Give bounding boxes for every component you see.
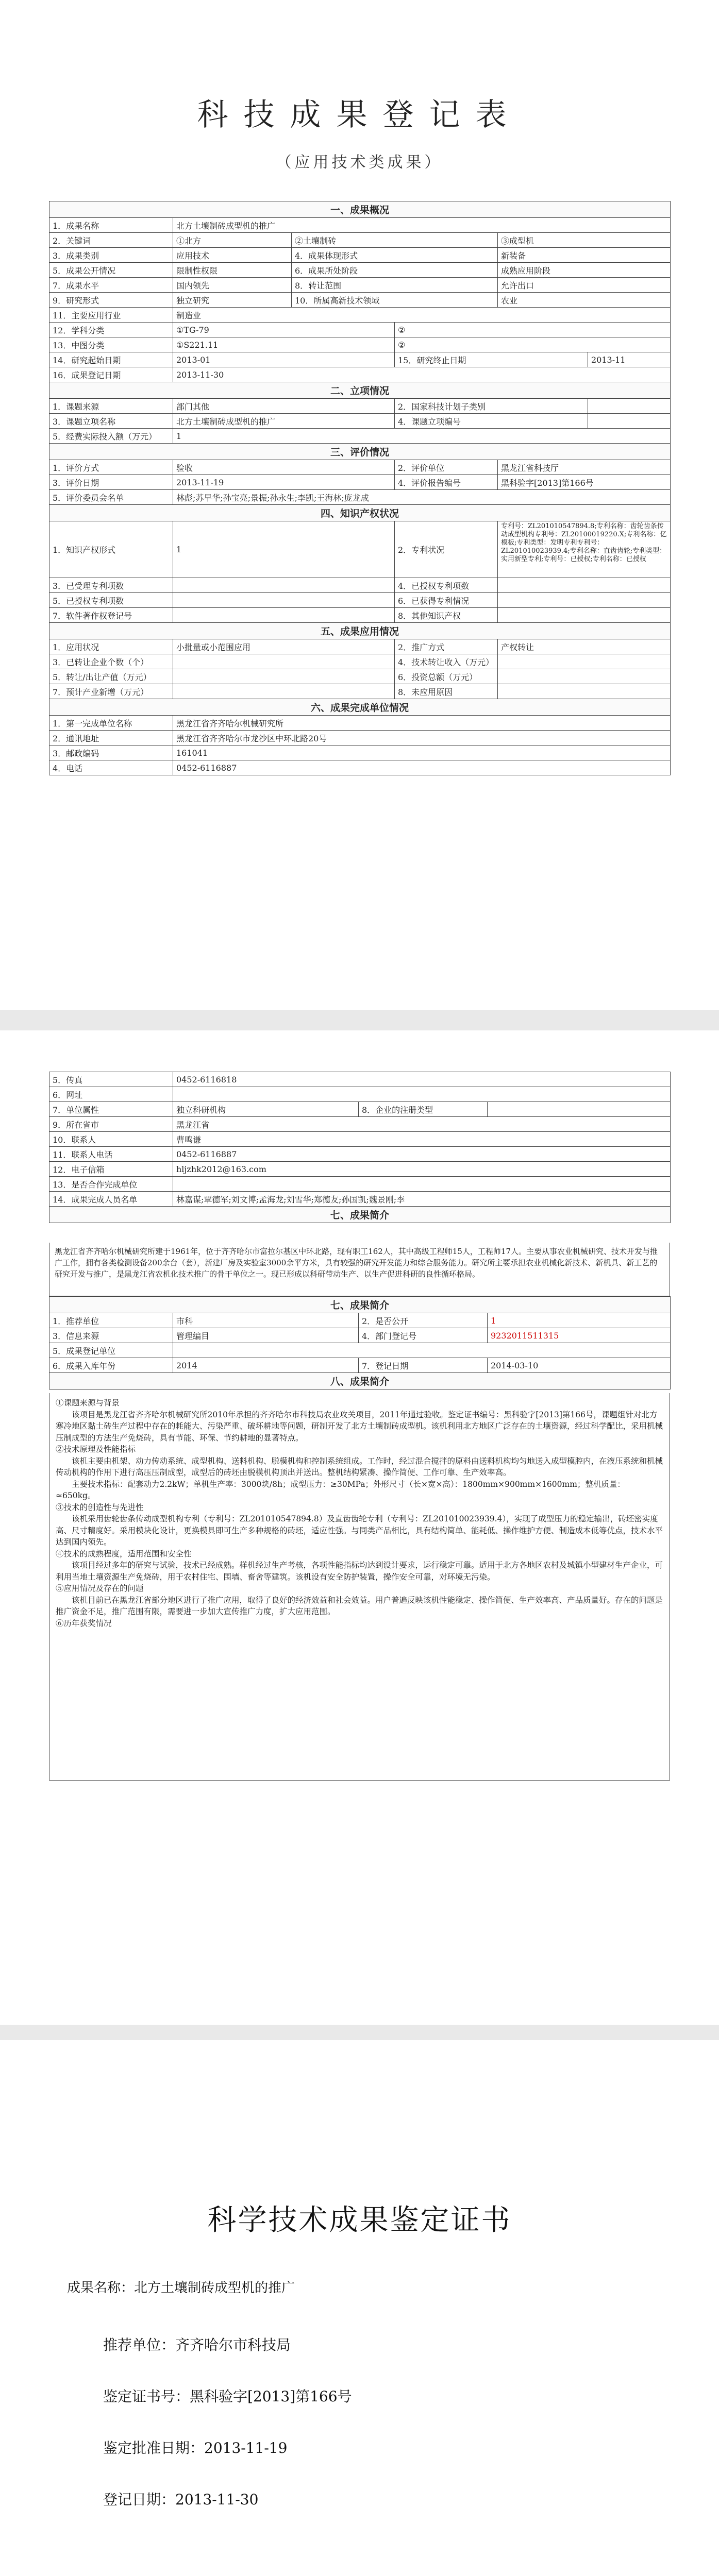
field-label: 5．经费实际投入额（万元） bbox=[49, 429, 173, 444]
page-separator bbox=[0, 2025, 719, 2040]
field-value bbox=[488, 1102, 671, 1117]
field-value: 1 bbox=[173, 429, 671, 444]
field-value bbox=[173, 1343, 671, 1358]
field-value bbox=[588, 399, 671, 414]
field-value: 1 bbox=[488, 1313, 671, 1328]
field-label: 14．研究起始日期 bbox=[49, 352, 173, 367]
field-label: 2．国家科技计划子类别 bbox=[395, 399, 588, 414]
field-label: 5．成果登记单位 bbox=[49, 1343, 173, 1358]
summary-paragraph: ①课题来源与背景 bbox=[56, 1398, 120, 1408]
field-label: 7．登记日期 bbox=[359, 1358, 488, 1373]
field-label: 2．专利状况 bbox=[395, 521, 498, 578]
section-header: 八、成果简介 bbox=[49, 1373, 671, 1389]
registration-info-table bbox=[49, 1296, 671, 1389]
field-label: 5．转让/出让产值（万元） bbox=[49, 669, 173, 684]
page-subtitle: （应用技术类成果） bbox=[276, 154, 443, 172]
field-value: 产权转让 bbox=[498, 639, 671, 654]
field-label: 8．企业的注册类型 bbox=[359, 1102, 488, 1117]
summary-paragraph: ⑤应用情况及存在的问题 bbox=[56, 1584, 144, 1593]
summary-paragraph: ③技术的创造性与先进性 bbox=[56, 1502, 144, 1512]
field-value: 2014-03-10 bbox=[488, 1358, 671, 1373]
field-value: 允许出口 bbox=[498, 278, 671, 293]
field-value: 国内领先 bbox=[173, 278, 292, 293]
field-value: 小批量或小范围应用 bbox=[173, 639, 395, 654]
field-label: 8．其他知识产权 bbox=[395, 608, 498, 623]
section-header: 五、成果应用情况 bbox=[49, 623, 671, 639]
page-registration-form bbox=[0, 0, 719, 1010]
field-label: 1．成果名称 bbox=[49, 218, 173, 233]
page-registration-form-continued bbox=[0, 1030, 719, 2025]
field-label: 4．技术转让收入（万元） bbox=[395, 654, 498, 669]
field-label: 3．课题立项名称 bbox=[49, 414, 173, 429]
field-value: 1 bbox=[173, 521, 395, 578]
field-value: 新装备 bbox=[498, 248, 671, 263]
field-label: 2．关键词 bbox=[49, 233, 173, 248]
field-label: 7．单位属性 bbox=[49, 1102, 173, 1117]
field-label: 7．软件著作权登记号 bbox=[49, 608, 173, 623]
section-header: 一、成果概况 bbox=[49, 201, 671, 218]
field-label: 9．所在省市 bbox=[49, 1117, 173, 1132]
field-label: 5．已授权专利项数 bbox=[49, 593, 173, 608]
field-value: 0452-6116887 bbox=[173, 760, 671, 775]
summary-paragraph: 该机主要由机架、动力传动系统、成型机构、送料机构、脱模机构和控制系统组成。工作时，经过混合搅拌的原料由送料机构均匀地送入成型模腔内，在液压系统和机械传动机构的作用下进行高压压制成型，成型后的砖坯由脱模机构顶出并送出。整机结构紧凑、操作简便、工作可靠、生产效率高。 bbox=[56, 1456, 663, 1477]
field-label: 13．中图分类 bbox=[49, 337, 173, 352]
field-label: 4．部门登记号 bbox=[359, 1328, 488, 1343]
field-value: 9232011511315 bbox=[488, 1328, 671, 1343]
field-value bbox=[173, 608, 395, 623]
field-value: 2013-01 bbox=[173, 352, 395, 367]
field-value: ② bbox=[395, 323, 671, 337]
field-label: 3．已转让企业个数（个） bbox=[49, 654, 173, 669]
field-value bbox=[173, 684, 395, 699]
field-value bbox=[498, 608, 671, 623]
section-header: 二、立项情况 bbox=[49, 382, 671, 399]
field-value: 限制性权限 bbox=[173, 263, 292, 278]
field-label: 16．成果登记日期 bbox=[49, 367, 173, 382]
field-value bbox=[588, 414, 671, 429]
field-value bbox=[498, 578, 671, 593]
field-label: 2．是否公开 bbox=[359, 1313, 488, 1328]
field-value: 林彪;苏早华;孙宝亮;景振;孙永生;李凯;王海林;庞龙成 bbox=[173, 490, 671, 505]
field-value bbox=[173, 669, 395, 684]
field-value: 2013-11 bbox=[588, 352, 671, 367]
field-value bbox=[173, 1177, 671, 1192]
field-label: 1．应用状况 bbox=[49, 639, 173, 654]
field-label: 4．评价报告编号 bbox=[395, 475, 498, 490]
field-label: 1．推荐单位 bbox=[49, 1313, 173, 1328]
registration-date: 登记日期：2013-11-30 bbox=[103, 2491, 259, 2508]
field-label: 2．通讯地址 bbox=[49, 731, 173, 745]
field-value: hljzhk2012@163.com bbox=[173, 1162, 671, 1177]
field-label: 7．预计产业新增（万元） bbox=[49, 684, 173, 699]
field-label: 13．是否合作完成单位 bbox=[49, 1177, 173, 1192]
field-value: 验收 bbox=[173, 460, 395, 475]
summary-paragraph: 该机采用齿轮齿条传动成型机构专利（专利号：ZL201010547894.8）及直齿齿轮专利（专利号：ZL201010023939.4），实现了成型压力的稳定输出，砖坯密实度高、尺寸精度好。采用模块化设计，更换模具即可生产多种规格的砖坯，适应性强。与同类产品相比，具有结构简单、能耗低、操作维护方便、制造成本低等优点，技术水平达到国内领先。 bbox=[56, 1514, 663, 1547]
field-label: 8．转让范围 bbox=[292, 278, 498, 293]
page-separator bbox=[0, 1010, 719, 1030]
field-value: ② bbox=[395, 337, 671, 352]
field-label: 1．评价方式 bbox=[49, 460, 173, 475]
section-header: 三、评价情况 bbox=[49, 444, 671, 460]
field-label: 12．电子信箱 bbox=[49, 1162, 173, 1177]
field-label: 10．联系人 bbox=[49, 1132, 173, 1147]
field-value: 黑龙江省齐齐哈尔市龙沙区中环北路20号 bbox=[173, 731, 671, 745]
field-value: 黑科验字[2013]第166号 bbox=[498, 475, 671, 490]
field-label: 6．已获得专利情况 bbox=[395, 593, 498, 608]
field-value: 2013-11-30 bbox=[173, 367, 671, 382]
summary-paragraph: 主要技术指标：配套动力2.2kW；单机生产率：3000块/8h；成型压力：≥30MPa；外形尺寸（长×宽×高）：1800mm×900mm×1600mm；整机质量：≈650kg。 bbox=[56, 1479, 625, 1500]
field-label: 3．评价日期 bbox=[49, 475, 173, 490]
approval-date: 鉴定批准日期：2013-11-19 bbox=[103, 2439, 288, 2456]
field-value: 2013-11-19 bbox=[173, 475, 395, 490]
field-value bbox=[173, 593, 395, 608]
field-label: 14．成果完成人员名单 bbox=[49, 1192, 173, 1207]
field-label: 5．成果公开情况 bbox=[49, 263, 173, 278]
field-value bbox=[498, 593, 671, 608]
unit-info-table bbox=[49, 1072, 671, 1223]
field-value: 林嘉谋;覃德军;刘文博;孟海龙;刘雪华;郑德友;孙国凯;魏景刚;李 bbox=[173, 1192, 671, 1207]
field-value: 独立科研机构 bbox=[173, 1102, 359, 1117]
field-label: 2．推广方式 bbox=[395, 639, 498, 654]
section-header: 七、成果简介 bbox=[49, 1207, 671, 1223]
field-label: 4．成果体现形式 bbox=[292, 248, 498, 263]
registration-table bbox=[49, 201, 671, 775]
field-value: 部门其他 bbox=[173, 399, 395, 414]
field-label: 4．已授权专利项数 bbox=[395, 578, 498, 593]
achievement-summary bbox=[49, 1393, 670, 1781]
field-label: 7．成果水平 bbox=[49, 278, 173, 293]
field-value: 管理编目 bbox=[173, 1328, 359, 1343]
field-label: 11．主要应用行业 bbox=[49, 308, 173, 323]
field-label: 3．成果类别 bbox=[49, 248, 173, 263]
field-value: 独立研究 bbox=[173, 293, 292, 308]
field-value: ①TG-79 bbox=[173, 323, 395, 337]
field-value: 农业 bbox=[498, 293, 671, 308]
page-appraisal-certificate bbox=[0, 2040, 719, 2576]
section-header: 七、成果简介 bbox=[49, 1297, 671, 1313]
field-value: 0452-6116887 bbox=[173, 1147, 671, 1162]
field-label: 2．评价单位 bbox=[395, 460, 498, 475]
field-value: 市科 bbox=[173, 1313, 359, 1328]
field-value: 161041 bbox=[173, 745, 671, 760]
field-value: 黑龙江省齐齐哈尔机械研究所 bbox=[173, 716, 671, 731]
field-label: 3．已受理专利项数 bbox=[49, 578, 173, 593]
field-label: 3．信息来源 bbox=[49, 1328, 173, 1343]
summary-paragraph: 该项目是黑龙江省齐齐哈尔机械研究所2010年承担的齐齐哈尔市科技局农业攻关项目，2011年通过验收。鉴定证书编号：黑科验字[2013]第166号，课题组针对北方寒冷地区黏土砖生产过程中存在的耗能大、污染严重、破坏耕地等问题，研制开发了北方土壤制砖成型机。该机利用北方地区广泛存在的土壤资源，经过科学配比，采用机械压制成型的方法生产免烧砖，具有节能、环保、节约耕地的显著特点。 bbox=[56, 1410, 663, 1443]
field-label: 6．网址 bbox=[49, 1087, 173, 1102]
field-value: ③成型机 bbox=[498, 233, 671, 248]
field-value: 应用技术 bbox=[173, 248, 292, 263]
field-label: 5．评价委员会名单 bbox=[49, 490, 173, 505]
field-label: 3．邮政编码 bbox=[49, 745, 173, 760]
certificate-number: 鉴定证书号：黑科验字[2013]第166号 bbox=[103, 2388, 352, 2405]
field-label: 1．知识产权形式 bbox=[49, 521, 173, 578]
field-value bbox=[498, 684, 671, 699]
field-value: 北方土壤制砖成型机的推广 bbox=[173, 414, 395, 429]
field-value: 北方土壤制砖成型机的推广 bbox=[173, 218, 671, 233]
certificate-title: 科学技术成果鉴定证书 bbox=[207, 2204, 512, 2237]
field-label: 15．研究终止日期 bbox=[395, 352, 588, 367]
patent-status-text: 专利号：ZL201010547894.8;专利名称：齿轮齿条传动成型机构专利号：ZL20100019220.X;专利名称：亿模板;专利类型：发明专利专利号：ZL201010023939.4;专利名称：直齿齿轮;专利类型：实用新型专利;专利号：已授权;专利名称：已授权 bbox=[498, 521, 671, 578]
summary-paragraph: 该项目经过多年的研究与试验，技术已经成熟。样机经过生产考核，各项性能指标均达到设计要求，运行稳定可靠。适用于北方各地区农村及城镇小型建材生产企业，可利用当地土壤资源生产免烧砖，用于农村住宅、围墙、畜舍等建筑。该机设有安全防护装置，操作安全可靠，对环境无污染。 bbox=[56, 1561, 663, 1582]
field-value: ①北方 bbox=[173, 233, 292, 248]
section-header: 四、知识产权状况 bbox=[49, 505, 671, 521]
field-value: ①S221.11 bbox=[173, 337, 395, 352]
field-value bbox=[173, 654, 395, 669]
field-value bbox=[498, 669, 671, 684]
field-label: 1．第一完成单位名称 bbox=[49, 716, 173, 731]
field-label: 9．研究形式 bbox=[49, 293, 173, 308]
field-label: 1．课题来源 bbox=[49, 399, 173, 414]
unit-intro-text: 黑龙江省齐齐哈尔机械研究所建于1961年，位于齐齐哈尔市富拉尔基区中环北路，现有职工162人，其中高级工程师15人，工程师17人。主要从事农业机械研究、技术开发与推广工作，拥有各类检测设备200余台（套），新建厂房及实验室3000余平方米，具有较强的研究开发能力和综合服务能力。研究所主要承担农业机械化新技术、新机具、新工艺的研究开发与推广，是黑龙江省农机化技术推广的骨干单位之一。现已形成以科研带动生产、以生产促进科研的良性循环格局。 bbox=[49, 1243, 670, 1296]
field-value: 黑龙江省 bbox=[173, 1117, 671, 1132]
field-label: 11．联系人电话 bbox=[49, 1147, 173, 1162]
field-value bbox=[173, 578, 395, 593]
field-value bbox=[173, 1087, 671, 1102]
field-value: 黑龙江省科技厅 bbox=[498, 460, 671, 475]
field-label: 5．传真 bbox=[49, 1072, 173, 1087]
field-label: 4．电话 bbox=[49, 760, 173, 775]
summary-paragraph: 该机目前已在黑龙江省部分地区进行了推广应用，取得了良好的经济效益和社会效益。用户普遍反映该机性能稳定、操作简便、生产效率高、产品质量好。存在的问题是推广资金不足，推广范围有限，需要进一步加大宣传推广力度，扩大应用范围。 bbox=[56, 1595, 663, 1616]
field-label: 4．课题立项编号 bbox=[395, 414, 588, 429]
summary-paragraph: ⑥历年获奖情况 bbox=[56, 1618, 112, 1628]
field-label: 10．所属高新技术领域 bbox=[292, 293, 498, 308]
field-value bbox=[498, 654, 671, 669]
field-value: ②土壤制砖 bbox=[292, 233, 498, 248]
field-label: 6．成果入库年份 bbox=[49, 1358, 173, 1373]
field-label: 6．投资总额（万元） bbox=[395, 669, 498, 684]
field-label: 12．学科分类 bbox=[49, 323, 173, 337]
summary-paragraph: ④技术的成熟程度，适用范围和安全性 bbox=[56, 1549, 192, 1558]
field-value: 成熟应用阶段 bbox=[498, 263, 671, 278]
field-value: 制造业 bbox=[173, 308, 671, 323]
section-header: 六、成果完成单位情况 bbox=[49, 699, 671, 716]
field-value: 0452-6116818 bbox=[173, 1072, 671, 1087]
field-value: 曹鸣谦 bbox=[173, 1132, 671, 1147]
field-label: 8．未应用原因 bbox=[395, 684, 498, 699]
field-value: 2014 bbox=[173, 1358, 359, 1373]
summary-paragraph: ②技术原理及性能指标 bbox=[56, 1445, 136, 1454]
page-title: 科技成果登记表 bbox=[197, 97, 522, 133]
achievement-name: 成果名称：北方土壤制砖成型机的推广 bbox=[67, 2280, 295, 2296]
recommending-unit: 推荐单位：齐齐哈尔市科技局 bbox=[103, 2336, 291, 2353]
field-label: 6．成果所处阶段 bbox=[292, 263, 498, 278]
